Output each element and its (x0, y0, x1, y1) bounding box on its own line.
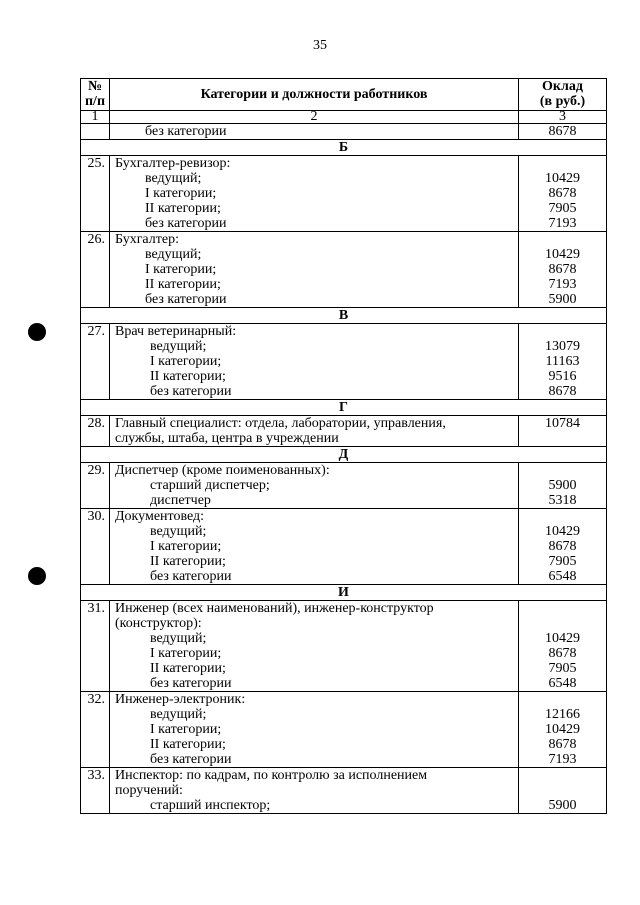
column-index-row (81, 111, 607, 124)
page-number: 35 (313, 38, 327, 53)
category-level: без категории (145, 292, 227, 307)
position-title: Инженер-электроник: (115, 692, 246, 707)
table-row (81, 509, 607, 585)
salary-value: 7905 (548, 201, 577, 216)
salary-value: 5900 (548, 798, 577, 813)
salary-value: 8678 (548, 384, 577, 399)
column-index: 3 (519, 111, 607, 124)
table-header (81, 79, 607, 111)
salary-value: 8678 (548, 124, 577, 139)
salary-value: 12166 (545, 707, 580, 722)
category-level: старший диспетчер; (150, 478, 270, 493)
salary-value: 7193 (548, 277, 577, 292)
section-letter: Г (81, 400, 607, 416)
salary-value: 13079 (545, 339, 580, 354)
section-row (81, 308, 607, 324)
category-level: старший инспектор; (150, 798, 271, 813)
salary-table (80, 78, 607, 814)
category-level: диспетчер (150, 493, 211, 508)
category-level: без категории (145, 216, 227, 231)
salary-value: 9516 (548, 369, 577, 384)
category-level: II категории; (150, 661, 226, 676)
position-title: Инспектор: по кадрам, по контролю за исполнением (115, 768, 428, 783)
table-row (81, 601, 607, 692)
table-row (81, 232, 607, 308)
row-number: 31. (81, 601, 110, 692)
salary-value: 8678 (548, 646, 577, 661)
salary-value: 5900 (548, 478, 577, 493)
row-number: 28. (81, 416, 110, 447)
salary-value: 10429 (545, 631, 580, 646)
salary-value: 7193 (548, 216, 577, 231)
section-row (81, 447, 607, 463)
header-category: Категории и должности работников (110, 79, 519, 111)
category-level: ведущий; (145, 171, 202, 186)
section-row (81, 585, 607, 601)
category-level: II категории; (145, 277, 221, 292)
category-level: без категории (150, 569, 232, 584)
category-level: ведущий; (150, 631, 207, 646)
position-title: Инженер (всех наименований), инженер-конструктор (115, 601, 434, 616)
row-number: 25. (81, 156, 110, 232)
category-level: II категории; (150, 369, 226, 384)
category-level: ведущий; (145, 247, 202, 262)
table-row (81, 768, 607, 814)
section-row (81, 140, 607, 156)
salary-value: 6548 (548, 569, 577, 584)
salary-value: 10429 (545, 524, 580, 539)
header-salary: Оклад (в руб.) (519, 79, 607, 111)
salary-value: 7905 (548, 661, 577, 676)
section-row (81, 400, 607, 416)
row-number: 30. (81, 509, 110, 585)
section-letter: Д (81, 447, 607, 463)
header-number: № п/п (81, 79, 110, 111)
row-number: 33. (81, 768, 110, 814)
salary-value: 8678 (548, 539, 577, 554)
salary-value: 10429 (545, 722, 580, 737)
table-row (81, 156, 607, 232)
table-row (81, 416, 607, 447)
category-level: ведущий; (150, 707, 207, 722)
salary-value: 6548 (548, 676, 577, 691)
table-row (81, 692, 607, 768)
position-title: (конструктор): (115, 616, 202, 631)
salary-value: 10429 (545, 171, 580, 186)
category-level: I категории; (150, 354, 222, 369)
category-level: ведущий; (150, 524, 207, 539)
position-title: Диспетчер (кроме поименованных): (115, 463, 330, 478)
salary-value: 7905 (548, 554, 577, 569)
position-title: службы, штаба, центра в учреждении (115, 431, 339, 446)
column-index: 1 (81, 111, 110, 124)
table-row (81, 124, 607, 140)
section-letter: И (81, 585, 607, 601)
category-level: I категории; (150, 539, 222, 554)
table-row (81, 463, 607, 509)
salary-value: 5318 (548, 493, 577, 508)
position-title: Документовед: (115, 509, 205, 524)
salary-value: 5900 (548, 292, 577, 307)
table-row (81, 324, 607, 400)
column-index: 2 (110, 111, 519, 124)
row-number: 29. (81, 463, 110, 509)
salary-value: 8678 (548, 737, 577, 752)
salary-value: 10784 (545, 416, 580, 431)
section-letter: В (81, 308, 607, 324)
row-number: 32. (81, 692, 110, 768)
position-title: Главный специалист: отдела, лаборатории, управления, (115, 416, 446, 431)
category-level: I категории; (150, 722, 222, 737)
category-level: I категории; (145, 186, 217, 201)
position-title: Врач ветеринарный: (115, 324, 237, 339)
category-level: I категории; (145, 262, 217, 277)
category-level: ведущий; (150, 339, 207, 354)
section-letter: Б (81, 140, 607, 156)
category-level: без категории (145, 124, 227, 139)
category-level: II категории; (145, 201, 221, 216)
position-title: поручений: (115, 783, 183, 798)
salary-value: 8678 (548, 186, 577, 201)
salary-value: 8678 (548, 262, 577, 277)
punch-hole (28, 567, 46, 585)
punch-hole (28, 323, 46, 341)
row-number: 26. (81, 232, 110, 308)
position-title: Бухгалтер-ревизор: (115, 156, 231, 171)
position-title: Бухгалтер: (115, 232, 179, 247)
category-level: без категории (150, 752, 232, 767)
category-level: без категории (150, 384, 232, 399)
category-level: I категории; (150, 646, 222, 661)
salary-value: 10429 (545, 247, 580, 262)
salary-value: 7193 (548, 752, 577, 767)
category-level: без категории (150, 676, 232, 691)
salary-value: 11163 (545, 354, 580, 369)
row-number: 27. (81, 324, 110, 400)
category-level: II категории; (150, 737, 226, 752)
category-level: II категории; (150, 554, 226, 569)
